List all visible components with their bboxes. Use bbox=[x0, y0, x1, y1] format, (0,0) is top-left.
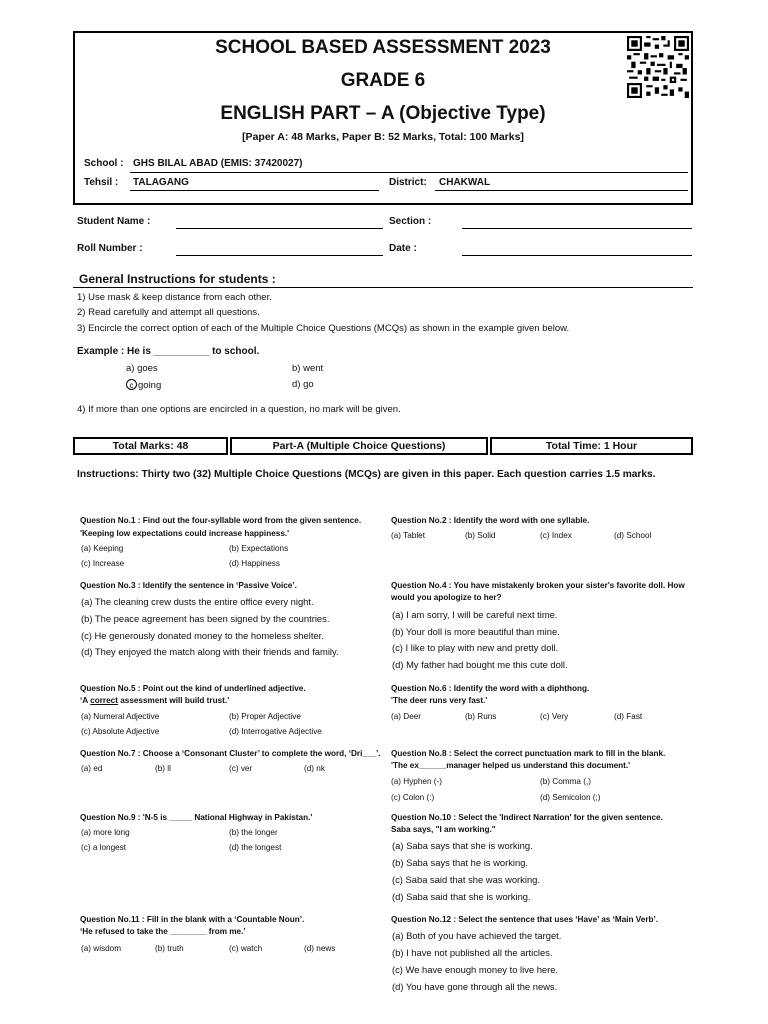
q4-option-a[interactable]: (a) I am sorry, I will be careful next time. bbox=[392, 609, 558, 620]
q9-option-d[interactable]: (d) the longest bbox=[229, 843, 282, 852]
district-value: CHAKWAL bbox=[439, 177, 491, 188]
q8-option-d[interactable]: (d) Semicolon (;) bbox=[540, 793, 601, 802]
q6-option-d[interactable]: (d) Fast bbox=[614, 712, 643, 721]
underlined-word: correct bbox=[90, 696, 118, 705]
q12-option-c[interactable]: (c) We have enough money to live here. bbox=[392, 964, 559, 975]
student-name-field[interactable] bbox=[176, 228, 383, 229]
question-7-title: Question No.7 : Choose a ‘Consonant Cluster’ to complete the word, ‘Dri___’. bbox=[80, 749, 381, 758]
q11-option-d[interactable]: (d) news bbox=[304, 944, 336, 953]
question-4-title: Question No.4 : You have mistakenly broken your sister's favorite doll. How bbox=[391, 581, 685, 590]
q9-option-b[interactable]: (b) the longer bbox=[229, 828, 278, 837]
example-option: d) go bbox=[292, 379, 314, 390]
question-11-title: Question No.11 : Fill in the blank with a ‘Countable Noun’. bbox=[80, 915, 305, 924]
district-underline bbox=[435, 190, 688, 191]
example-text: He is __________ to school. bbox=[127, 346, 260, 357]
example-option-selected: c going bbox=[126, 379, 161, 391]
q6-option-a[interactable]: (a) Deer bbox=[391, 712, 422, 721]
instruction-item: 3) Encircle the correct option of each of the Multiple Choice Questions (MCQs) as shown in the example given below. bbox=[77, 323, 570, 334]
q8-option-a[interactable]: (a) Hyphen (-) bbox=[391, 777, 442, 786]
question-1-sentence: 'Keeping low expectations could increase happiness.' bbox=[80, 529, 290, 538]
q4-option-c[interactable]: (c) I like to play with new and pretty doll. bbox=[392, 642, 559, 653]
q10-option-c[interactable]: (c) Saba said that she was working. bbox=[392, 874, 540, 885]
q3-option-c[interactable]: (c) He generously donated money to the homeless shelter. bbox=[81, 630, 324, 641]
question-8-title: Question No.8 : Select the correct punctuation mark to fill in the blank. bbox=[391, 749, 666, 758]
date-field[interactable] bbox=[462, 255, 692, 256]
q3-option-a[interactable]: (a) The cleaning crew dusts the entire office every night. bbox=[81, 596, 314, 607]
q8-option-c[interactable]: (c) Colon (:) bbox=[391, 793, 435, 802]
school-value: GHS BILAL ABAD (EMIS: 37420027) bbox=[133, 158, 303, 169]
encircled-option-icon: c bbox=[126, 379, 137, 390]
date-label: Date : bbox=[389, 243, 417, 254]
q7-option-d[interactable]: (d) nk bbox=[304, 764, 325, 773]
question-5-title: Question No.5 : Point out the kind of underlined adjective. bbox=[80, 684, 306, 693]
q1-option-d[interactable]: (d) Happiness bbox=[229, 559, 280, 568]
q12-option-d[interactable]: (d) You have gone through all the news. bbox=[392, 981, 558, 992]
q5-option-d[interactable]: (d) Interrogative Adjective bbox=[229, 727, 322, 736]
q9-option-a[interactable]: (a) more long bbox=[81, 828, 130, 837]
question-8-sentence: 'The ex______manager helped us understand this document.' bbox=[391, 761, 631, 770]
question-6-title: Question No.6 : Identify the word with a diphthong. bbox=[391, 684, 590, 693]
roll-number-field[interactable] bbox=[176, 255, 383, 256]
q5-option-c[interactable]: (c) Absolute Adjective bbox=[81, 727, 160, 736]
q6-option-c[interactable]: (c) Very bbox=[540, 712, 569, 721]
q11-option-c[interactable]: (c) watch bbox=[229, 944, 263, 953]
school-label: School : bbox=[84, 158, 124, 169]
q10-option-d[interactable]: (d) Saba said that she is working. bbox=[392, 891, 531, 902]
district-label: District: bbox=[389, 177, 427, 188]
q7-option-a[interactable]: (a) ed bbox=[81, 764, 103, 773]
student-name-label: Student Name : bbox=[77, 216, 151, 227]
q2-option-c[interactable]: (c) Index bbox=[540, 531, 572, 540]
q6-option-b[interactable]: (b) Runs bbox=[465, 712, 497, 721]
question-9-title: Question No.9 : 'N-5 is _____ National Highway in Pakistan.' bbox=[80, 813, 313, 822]
instructions-divider bbox=[73, 287, 693, 288]
question-12-title: Question No.12 : Select the sentence that uses ‘Have’ as ‘Main Verb’. bbox=[391, 915, 659, 924]
q1-option-b[interactable]: (b) Expectations bbox=[229, 544, 289, 553]
q8-option-b[interactable]: (b) Comma (,) bbox=[540, 777, 591, 786]
part-a-cell: Part-A (Multiple Choice Questions) bbox=[230, 437, 488, 455]
q3-option-d[interactable]: (d) They enjoyed the match along with their friends and family. bbox=[81, 646, 339, 657]
marks-line: [Paper A: 48 Marks, Paper B: 52 Marks, Total: 100 Marks] bbox=[242, 131, 524, 143]
total-marks-cell: Total Marks: 48 bbox=[73, 437, 228, 455]
tehsil-value: TALAGANG bbox=[133, 177, 189, 188]
section-label: Section : bbox=[389, 216, 432, 227]
q4-option-d[interactable]: (d) My father had bought me this cute doll. bbox=[392, 659, 568, 670]
example-option: a) goes bbox=[126, 363, 158, 374]
q10-option-b[interactable]: (b) Saba says that he is working. bbox=[392, 857, 529, 868]
tehsil-label: Tehsil : bbox=[84, 177, 119, 188]
question-4-title-cont: would you apologize to her? bbox=[391, 593, 502, 602]
q2-option-b[interactable]: (b) Solid bbox=[465, 531, 496, 540]
instruction-item: 1) Use mask & keep distance from each other. bbox=[77, 292, 272, 303]
q1-option-a[interactable]: (a) Keeping bbox=[81, 544, 124, 553]
example-label: Example : bbox=[77, 346, 125, 357]
instruction-item: 2) Read carefully and attempt all questions. bbox=[77, 307, 260, 318]
page-title: SCHOOL BASED ASSESSMENT 2023 bbox=[215, 37, 551, 58]
question-1-title: Question No.1 : Find out the four-syllable word from the given sentence. bbox=[80, 516, 362, 525]
q12-option-b[interactable]: (b) I have not published all the articles. bbox=[392, 947, 553, 958]
total-time-cell: Total Time: 1 Hour bbox=[490, 437, 693, 455]
grade-title: GRADE 6 bbox=[340, 70, 426, 91]
instruction-item: 4) If more than one options are encircled in a question, no mark will be given. bbox=[77, 404, 401, 415]
q3-option-b[interactable]: (b) The peace agreement has been signed by the countries. bbox=[81, 613, 330, 624]
tehsil-underline bbox=[130, 190, 379, 191]
q11-option-a[interactable]: (a) wisdom bbox=[81, 944, 122, 953]
example-option: b) went bbox=[292, 363, 324, 374]
q12-option-a[interactable]: (a) Both of you have achieved the target. bbox=[392, 930, 562, 941]
instructions-title: General Instructions for students : bbox=[79, 272, 276, 286]
q4-option-b[interactable]: (b) Your doll is more beautiful than mine. bbox=[392, 626, 560, 637]
question-2-title: Question No.2 : Identify the word with one syllable. bbox=[391, 516, 590, 525]
q9-option-c[interactable]: (c) a longest bbox=[81, 843, 127, 852]
q5-option-a[interactable]: (a) Numeral Adjective bbox=[81, 712, 160, 721]
question-3-title: Question No.3 : Identify the sentence in ‘Passive Voice’. bbox=[80, 581, 297, 590]
question-10-title: Question No.10 : Select the 'Indirect Narration' for the given sentence. bbox=[391, 813, 663, 822]
q7-option-c[interactable]: (c) ver bbox=[229, 764, 253, 773]
qr-code-icon bbox=[627, 36, 689, 98]
q1-option-c[interactable]: (c) Increase bbox=[81, 559, 125, 568]
q10-option-a[interactable]: (a) Saba says that she is working. bbox=[392, 840, 533, 851]
roll-number-label: Roll Number : bbox=[77, 243, 143, 254]
question-11-sentence: ‘He refused to take the ________ from me.’ bbox=[80, 927, 246, 936]
q11-option-b[interactable]: (b) truth bbox=[155, 944, 184, 953]
subject-title: ENGLISH PART – A (Objective Type) bbox=[220, 103, 546, 124]
section-field[interactable] bbox=[462, 228, 692, 229]
q7-option-b[interactable]: (b) ll bbox=[155, 764, 171, 773]
question-5-sentence: ‘A correct assessment will build trust.’ bbox=[80, 696, 230, 705]
q2-option-a[interactable]: (a) Tablet bbox=[391, 531, 425, 540]
q5-option-b[interactable]: (b) Proper Adjective bbox=[229, 712, 301, 721]
question-10-sentence: Saba says, "I am working." bbox=[391, 825, 496, 834]
q2-option-d[interactable]: (d) School bbox=[614, 531, 652, 540]
school-underline bbox=[130, 172, 688, 173]
question-6-sentence: 'The deer runs very fast.' bbox=[391, 696, 488, 705]
mcq-instruction: Instructions: Thirty two (32) Multiple Choice Questions (MCQs) are given in this paper. Each question carries 1.5 marks. bbox=[77, 469, 656, 480]
